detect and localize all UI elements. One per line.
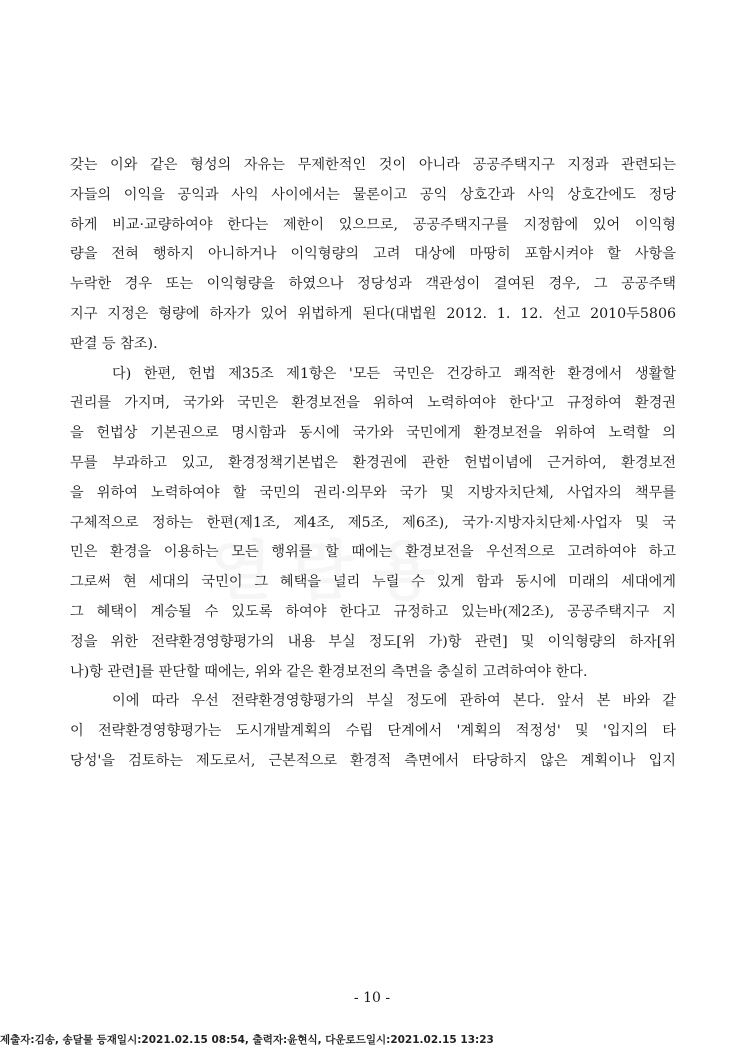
text-line: 이 전략환경영향평가는 도시개발계획의 수립 단계에서 '계획의 적정성' 및 '입지의 타 [70,723,676,740]
download-footer: 제출자:김송, 송달물 등재일시:2021.02.15 08:54, 출력자:윤현식, 다운로드일시:2021.02.15 13:23 [0,1034,494,1046]
text-line: 당성'을 검토하는 제도로서, 근본적으로 환경적 측면에서 타당하지 않은 계획이나 입지 [70,752,676,769]
text-line: 량을 전혀 행하지 아니하거나 이익형량의 고려 대상에 마땅히 포함시켜야 할 사항을 [70,246,676,263]
text-line: 민은 환경을 이용하는 모든 행위를 할 때에는 환경보전을 우선적으로 고려하여야 하고 [70,544,676,561]
page-number: - 10 - [353,990,391,1006]
text-line: 자들의 이익을 공익과 사익 사이에서는 물론이고 공익 상호간과 사익 상호간에도 정당 [70,186,676,203]
text-line: 을 헌법상 기본권으로 명시함과 동시에 국가와 국민에게 환경보전을 위하여 노력할 의 [70,425,676,442]
text-line: 그 혜택이 계승될 수 있도록 하여야 한다고 규정하고 있는바(제2조), 공공주택지구 지 [70,603,676,620]
text-line: 정을 위한 전략환경영향평가의 내용 부실 정도[위 가)항 관련] 및 이익형량의 하자[위 [70,633,676,650]
text-line: 지구 지정은 형량에 하자가 있어 위법하게 된다(대법원 2012. 1. 12. 선고 2010두5806 [70,305,676,322]
text-line: 을 위하여 노력하여야 할 국민의 권리·의무와 국가 및 지방자치단체, 사업자의 책무를 [70,484,676,501]
text-line: 권리를 가지며, 국가와 국민은 환경보전을 위하여 노력하여야 한다'고 규정하여 환경권 [70,395,676,412]
text-line: 누락한 경우 또는 이익형량을 하였으나 정당성과 객관성이 결여된 경우, 그 공공주택 [70,276,676,293]
text-line: 그로써 현 세대의 국민이 그 혜택을 널리 누릴 수 있게 함과 동시에 미래의 세대에게 [70,574,676,591]
text-line: 하게 비교·교량하여야 한다는 제한이 있으므로, 공공주택지구를 지정함에 있어 이익형 [70,216,676,233]
document-body [70,151,676,777]
paragraph [70,360,676,688]
paragraph [70,687,676,776]
text-line: 다) 한편, 헌법 제35조 제1항은 '모든 국민은 건강하고 쾌적한 환경에서 생활할 [112,365,676,382]
text-line: 갖는 이와 같은 형성의 자유는 무제한적인 것이 아니라 공공주택지구 지정과 관련되는 [70,157,676,173]
text-line: 무를 부과하고 있고, 환경정책기본법은 환경권에 관한 헌법이념에 근거하여, 환경보전 [70,454,676,471]
paragraph [70,151,676,360]
text-line: 이에 따라 우선 전략환경영향평가의 부실 정도에 관하여 본다. 앞서 본 바와 같 [112,693,676,710]
text-line: 나)항 관련]를 판단할 때에는, 위와 같은 환경보전의 측면을 충실히 고려하여야 한다. [70,663,588,680]
text-line: 판결 등 참조). [70,335,158,352]
text-line: 구체적으로 정하는 한편(제1조, 제4조, 제5조, 제6조), 국가·지방자치단체·사업자 및 국 [70,514,676,531]
